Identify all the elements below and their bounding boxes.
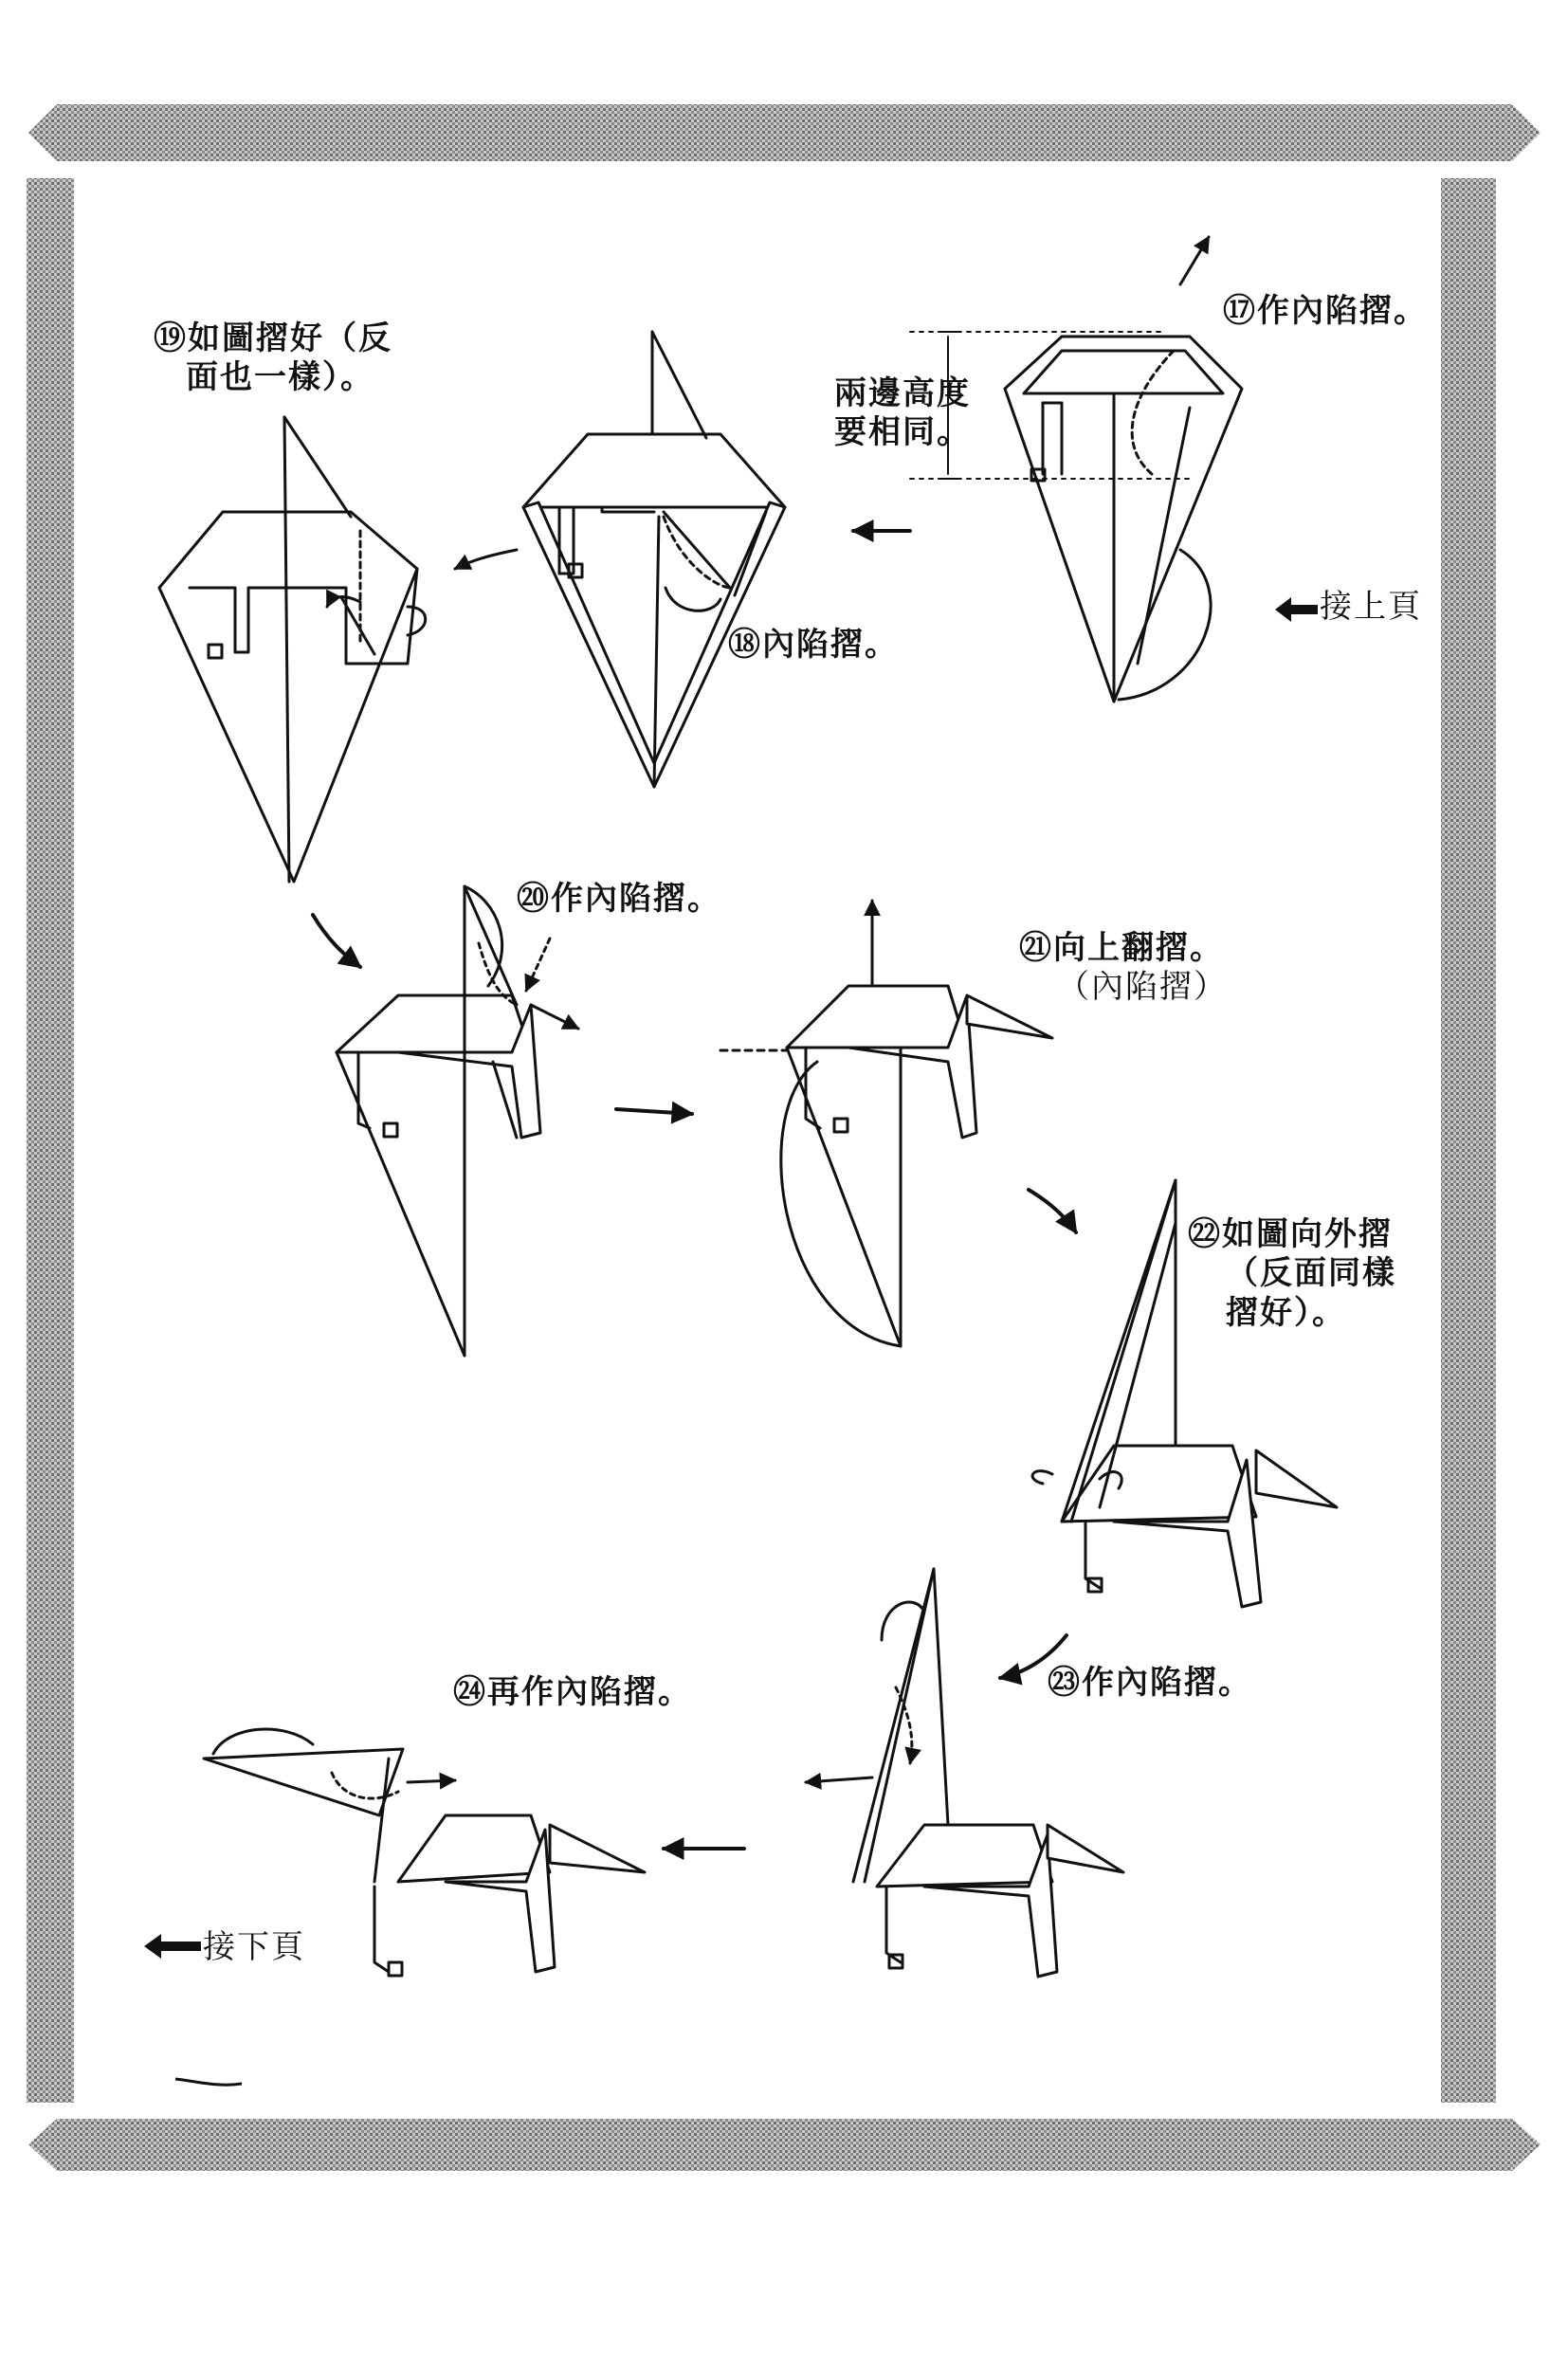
flow-arrows <box>313 531 1076 1849</box>
step23-label: ㉓作內陷摺。 <box>1048 1664 1252 1702</box>
page-frame <box>27 104 1541 2171</box>
step17-note <box>834 374 971 453</box>
frame-left-band <box>27 178 74 2103</box>
step21-line2: （內陷摺） <box>1057 968 1228 1007</box>
arrow-20-to-21 <box>616 1109 692 1114</box>
step17-label: ⑰作內陷摺。 <box>1223 292 1428 330</box>
step17-note-line2: 要相同。 <box>834 413 971 452</box>
nav-to-next-label: 接下頁 <box>203 1928 305 1966</box>
step23-model <box>806 1569 1123 1977</box>
frame-bottom-band <box>28 2119 1541 2171</box>
step20-model <box>337 886 578 1356</box>
step18-label: ⑱內陷摺。 <box>728 626 899 664</box>
nav-from-prev-arrow-icon <box>1275 597 1318 622</box>
step24-label: ㉔再作內陷摺。 <box>453 1673 692 1711</box>
nav-from-prev-label: 接上頁 <box>1320 588 1422 626</box>
frame-top-band <box>28 104 1541 161</box>
step17-note-line1: 兩邊高度 <box>834 374 971 412</box>
step22-line1: ㉒如圖向外摺 <box>1188 1215 1393 1253</box>
step21-label <box>1019 929 1228 1008</box>
page-mark <box>175 2079 242 2085</box>
step21-line1: ㉑向上翻摺。 <box>1019 929 1224 967</box>
step22-label <box>1188 1215 1396 1333</box>
step19-model <box>159 417 517 882</box>
arrow-19-to-20 <box>313 915 360 967</box>
step21-model <box>720 901 1052 1346</box>
arrow-21-to-22 <box>1029 1190 1076 1232</box>
step19-line2: 面也一樣）。 <box>186 358 374 397</box>
step20-label: ⑳作內陷摺。 <box>517 880 721 918</box>
nav-to-next-arrow-icon <box>144 1934 201 1959</box>
step22-line3: 摺好）。 <box>1226 1293 1346 1332</box>
step17-model <box>1005 237 1242 702</box>
step19-label <box>154 319 392 398</box>
step19-line1: ⑲如圖摺好（反 <box>154 319 392 357</box>
frame-right-band <box>1441 178 1496 2103</box>
step22-line2: （反面同樣 <box>1226 1254 1396 1293</box>
step18-model <box>523 332 785 787</box>
